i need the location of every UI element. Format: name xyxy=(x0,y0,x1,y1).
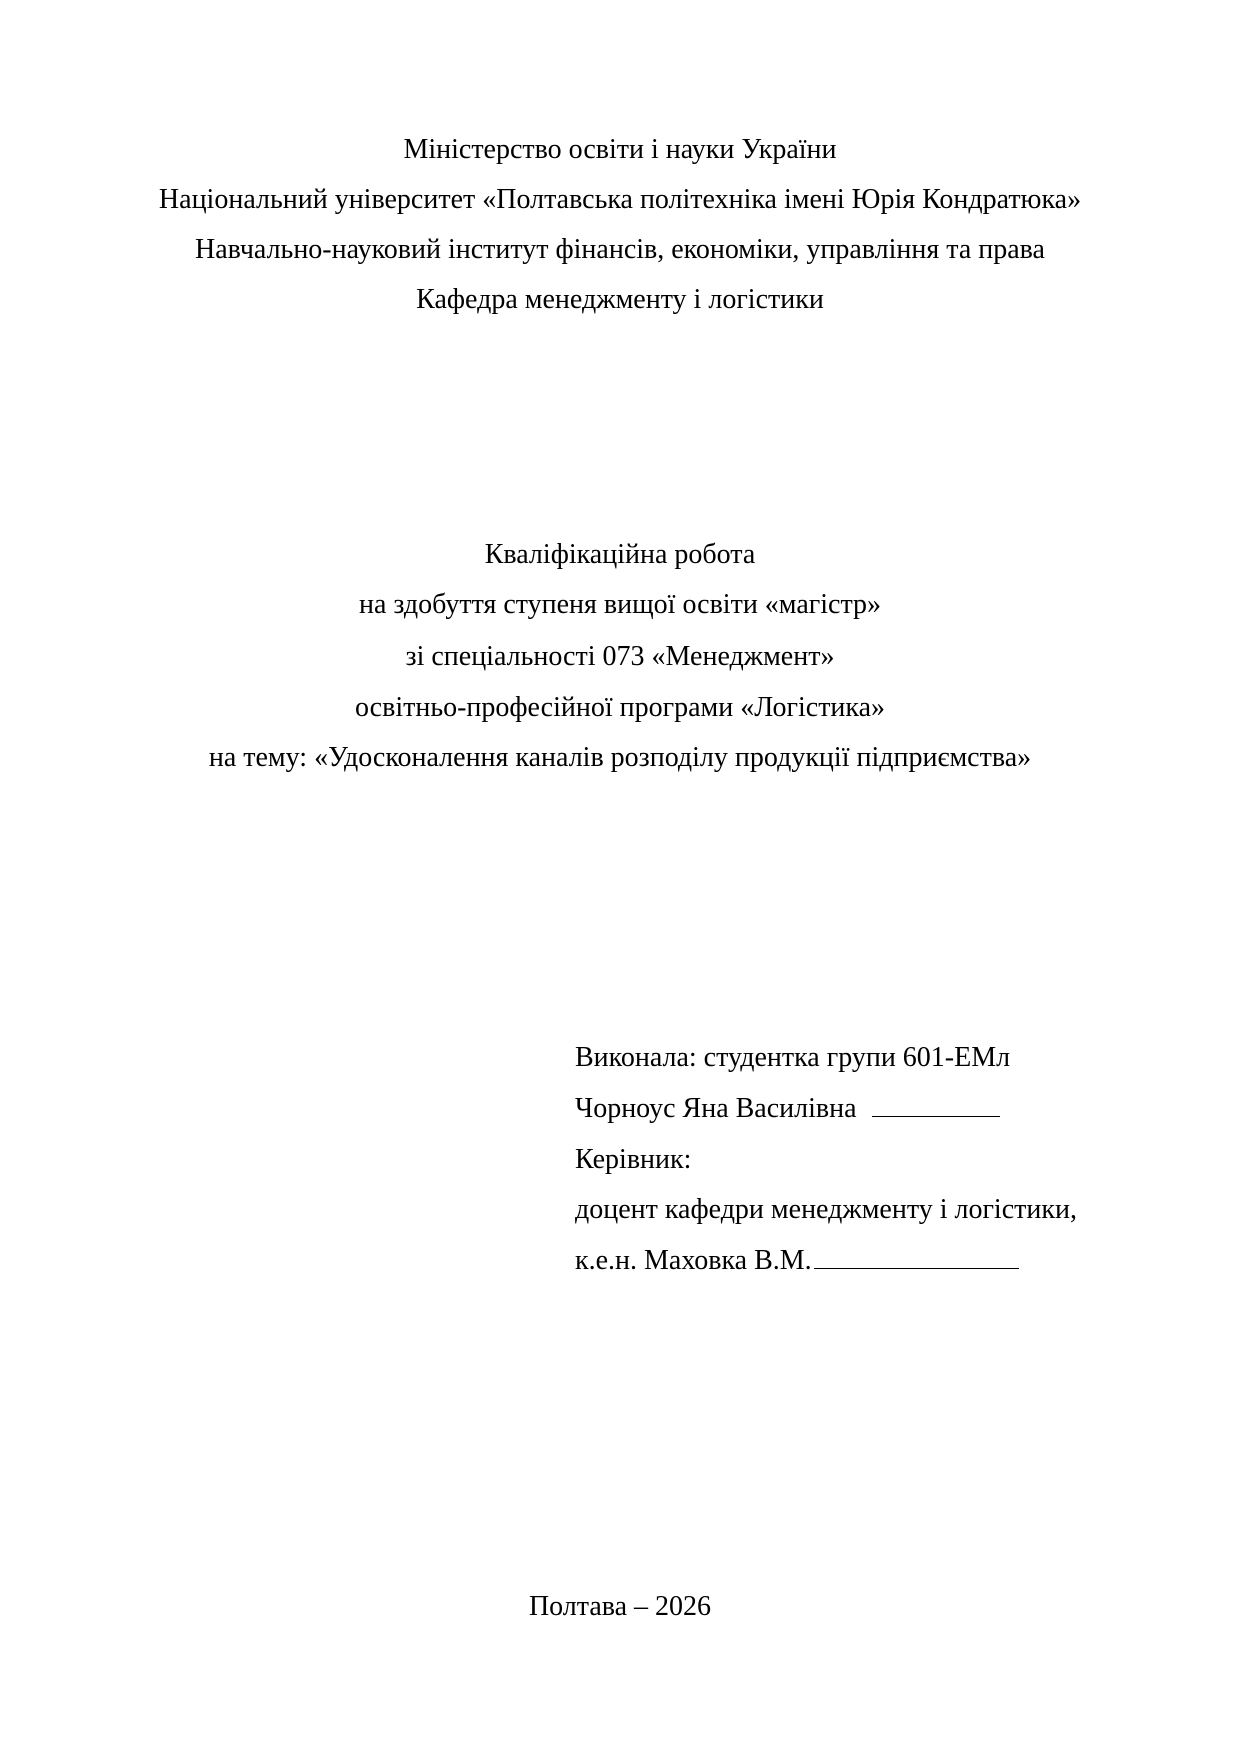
performed-by-line: Виконала: студентка групи 601-ЕМл xyxy=(575,1042,1011,1073)
specialty-line: зі спеціальності 073 «Менеджмент» xyxy=(405,641,835,672)
program-line: освітньо-професійної програми «Логістика» xyxy=(354,692,886,723)
student-signature-line xyxy=(872,1092,1000,1117)
topic-line: на тему: «Удосконалення каналів розподілу продукції підприємства» xyxy=(208,742,1032,773)
supervisor-position: доцент кафедри менеджменту і логістики, xyxy=(575,1194,1077,1225)
work-type-line: Кваліфікаційна робота xyxy=(484,539,756,570)
supervisor-signature-line xyxy=(814,1244,1019,1269)
city-year-line: Полтава – 2026 xyxy=(528,1591,712,1622)
student-name: Чорноус Яна Василівна xyxy=(575,1093,857,1124)
ministry-line: Міністерство освіти і науки України xyxy=(403,134,837,165)
department-line: Кафедра менеджменту і логістики xyxy=(416,284,824,315)
university-line: Національний університет «Полтавська політехніка імені Юрія Кондратюка» xyxy=(158,184,1082,215)
supervisor-label: Керівник: xyxy=(575,1144,692,1175)
degree-line: на здобуття ступеня вищої освіти «магістр» xyxy=(358,589,882,620)
institute-line: Навчально-науковий інститут фінансів, економіки, управління та права xyxy=(195,234,1045,265)
supervisor-name-row xyxy=(575,1244,1019,1278)
supervisor-name: к.е.н. Маховка В.М. xyxy=(575,1245,812,1276)
student-name-row xyxy=(575,1092,1000,1126)
